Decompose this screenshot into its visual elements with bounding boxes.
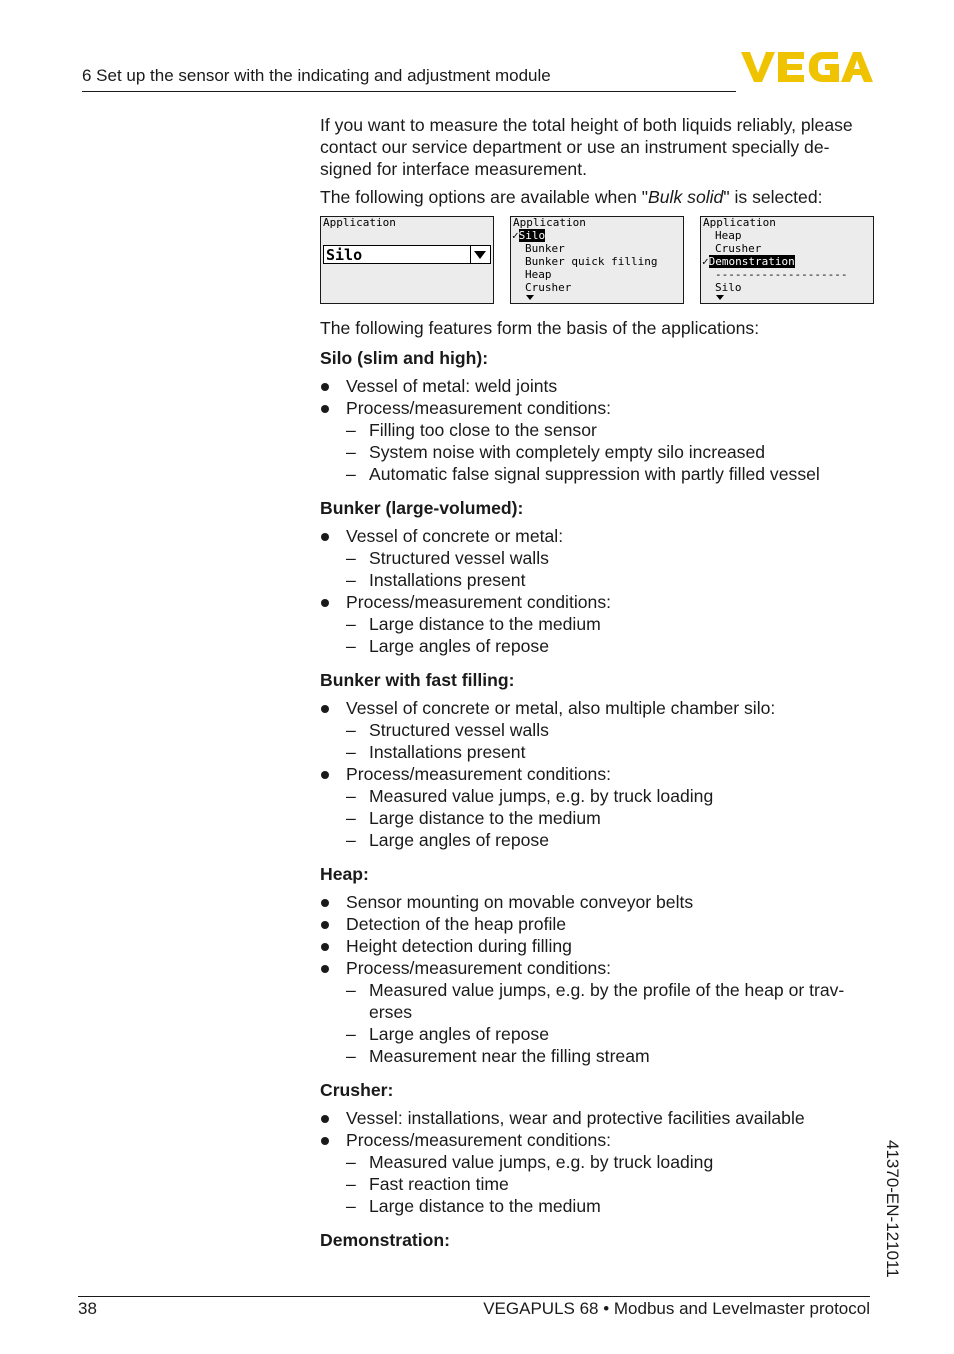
- screen-application-list-bottom: [700, 216, 874, 304]
- dropdown-arrow-icon[interactable]: [470, 246, 490, 263]
- dash-list: [346, 785, 880, 851]
- bullet-item: [320, 763, 880, 851]
- list-item[interactable]: Silo: [715, 281, 742, 294]
- dash-item: – System noise with completely empty silo increased: [346, 441, 880, 463]
- dash-item: – Measurement near the filling stream: [346, 1045, 880, 1067]
- dash-list: [346, 547, 880, 591]
- list-item[interactable]: Crusher: [525, 281, 572, 294]
- bullet-text: Process/measurement conditions:: [346, 592, 612, 612]
- bullet-item: [320, 1107, 880, 1129]
- screen-application-list-top: [510, 216, 684, 304]
- list-item[interactable]: Bunker quick filling: [525, 255, 658, 268]
- screen-title: Application: [703, 216, 776, 229]
- section-heading: Demonstration:: [320, 1230, 451, 1250]
- bullet-text: Process/measurement conditions:: [346, 764, 612, 784]
- bullet-item: [320, 591, 880, 657]
- dash-item: – Large angles of repose: [346, 1023, 880, 1045]
- dash-list: [346, 419, 880, 485]
- list-item[interactable]: Bunker: [525, 242, 565, 255]
- dash-item: – Large distance to the medium: [346, 807, 880, 829]
- application-section: [320, 1079, 880, 1217]
- features-intro: The following features form the basis of the applications:: [320, 318, 760, 338]
- footer-rule: [78, 1296, 870, 1297]
- application-select[interactable]: [323, 245, 491, 264]
- list-item[interactable]: Crusher: [715, 242, 762, 255]
- vega-logo: [741, 50, 873, 84]
- section-header: 6 Set up the sensor with the indicating and adjustment module: [82, 66, 551, 85]
- application-sections: [320, 347, 880, 1251]
- bullet-text: Height detection during filling: [346, 936, 572, 956]
- bullet-text: Process/measurement conditions:: [346, 958, 612, 978]
- main-content: [320, 114, 880, 1257]
- list-item[interactable]: Heap: [715, 229, 742, 242]
- dash-list: [346, 979, 880, 1067]
- section-heading: Silo (slim and high):: [320, 348, 489, 368]
- bullet-item: [320, 957, 880, 1067]
- screen-title: Application: [323, 216, 396, 229]
- application-select-value: Silo: [326, 246, 363, 264]
- list-item-label: Demonstration: [708, 255, 795, 268]
- dash-item: – Measured value jumps, e.g. by truck loading: [346, 1151, 880, 1173]
- dash-item: – Filling too close to the sensor: [346, 419, 880, 441]
- application-section: [320, 669, 880, 851]
- bullet-text: Sensor mounting on movable conveyor belts: [346, 892, 694, 912]
- scroll-down-icon: [716, 295, 724, 300]
- dash-item: – Structured vessel walls: [346, 719, 880, 741]
- bullet-text: Vessel: installations, wear and protective facilities available: [346, 1108, 805, 1128]
- bullet-text: Process/measurement conditions:: [346, 1130, 612, 1150]
- list-separator: --------------------: [715, 268, 848, 281]
- checkmark-icon: ✓: [702, 255, 709, 268]
- dash-item: – Automatic false signal suppression with partly filled vessel: [346, 463, 880, 485]
- list-item-label: Silo: [518, 229, 546, 242]
- section-heading: Bunker (large-volumed):: [320, 498, 524, 518]
- bullet-text: Vessel of metal: weld joints: [346, 376, 558, 396]
- document-code: 41370-EN-121011: [883, 1140, 902, 1278]
- dash-item: – Installations present: [346, 569, 880, 591]
- dash-item: – Large angles of repose: [346, 829, 880, 851]
- dash-item: – Large distance to the medium: [346, 1195, 880, 1217]
- options-prefix: The following options are available when ": [320, 187, 649, 207]
- page-number: 38: [78, 1299, 97, 1318]
- list-item[interactable]: Heap: [525, 268, 552, 281]
- application-section: [320, 863, 880, 1067]
- application-section: [320, 497, 880, 657]
- section-heading: Crusher:: [320, 1080, 394, 1100]
- screen-title: Application: [513, 216, 586, 229]
- dash-list: [346, 1151, 880, 1217]
- bullet-item: [320, 697, 880, 763]
- dash-item: – Large angles of repose: [346, 635, 880, 657]
- dash-item: – Large distance to the medium: [346, 613, 880, 635]
- dash-item: – Installations present: [346, 741, 880, 763]
- options-suffix: " is selected:: [723, 187, 823, 207]
- bullet-item: [320, 525, 880, 591]
- dash-list: [346, 719, 880, 763]
- bullet-item: [320, 1129, 880, 1217]
- bullet-list: [320, 525, 880, 657]
- bullet-item: [320, 891, 880, 913]
- list-item-selected[interactable]: [512, 230, 545, 243]
- section-heading: Bunker with fast filling:: [320, 670, 515, 690]
- intro-paragraph: If you want to measure the total height of both liquids reliably, please contact our service department or use an instrument specially de-signed for interface measurement.: [320, 115, 853, 179]
- header-rule: [82, 91, 736, 92]
- dash-item: – Measured value jumps, e.g. by the profile of the heap or trav-erses: [346, 979, 880, 1023]
- bullet-item: [320, 913, 880, 935]
- options-emphasis: Bulk solid: [648, 187, 724, 207]
- bullet-text: Vessel of concrete or metal, also multiple chamber silo:: [346, 698, 776, 718]
- bullet-text: Detection of the heap profile: [346, 914, 567, 934]
- scroll-down-icon: [526, 295, 534, 300]
- application-section: [320, 347, 880, 485]
- bullet-item: [320, 375, 880, 397]
- display-screens: [320, 216, 880, 312]
- bullet-list: [320, 375, 880, 485]
- footer-title: VEGAPULS 68 • Modbus and Levelmaster protocol: [483, 1299, 870, 1318]
- bullet-list: [320, 1107, 880, 1217]
- list-item-selected[interactable]: [702, 256, 795, 269]
- dash-list: [346, 613, 880, 657]
- application-section: [320, 1229, 880, 1251]
- checkmark-icon: ✓: [512, 229, 519, 242]
- bullet-list: [320, 891, 880, 1067]
- screen-application-dropdown: [320, 216, 494, 304]
- dash-item: – Measured value jumps, e.g. by truck loading: [346, 785, 880, 807]
- bullet-item: [320, 397, 880, 485]
- section-heading: Heap:: [320, 864, 369, 884]
- dash-item: – Fast reaction time: [346, 1173, 880, 1195]
- bullet-item: [320, 935, 880, 957]
- bullet-text: Process/measurement conditions:: [346, 398, 612, 418]
- dash-item: – Structured vessel walls: [346, 547, 880, 569]
- bullet-text: Vessel of concrete or metal:: [346, 526, 564, 546]
- bullet-list: [320, 697, 880, 851]
- options-paragraph: [320, 186, 880, 208]
